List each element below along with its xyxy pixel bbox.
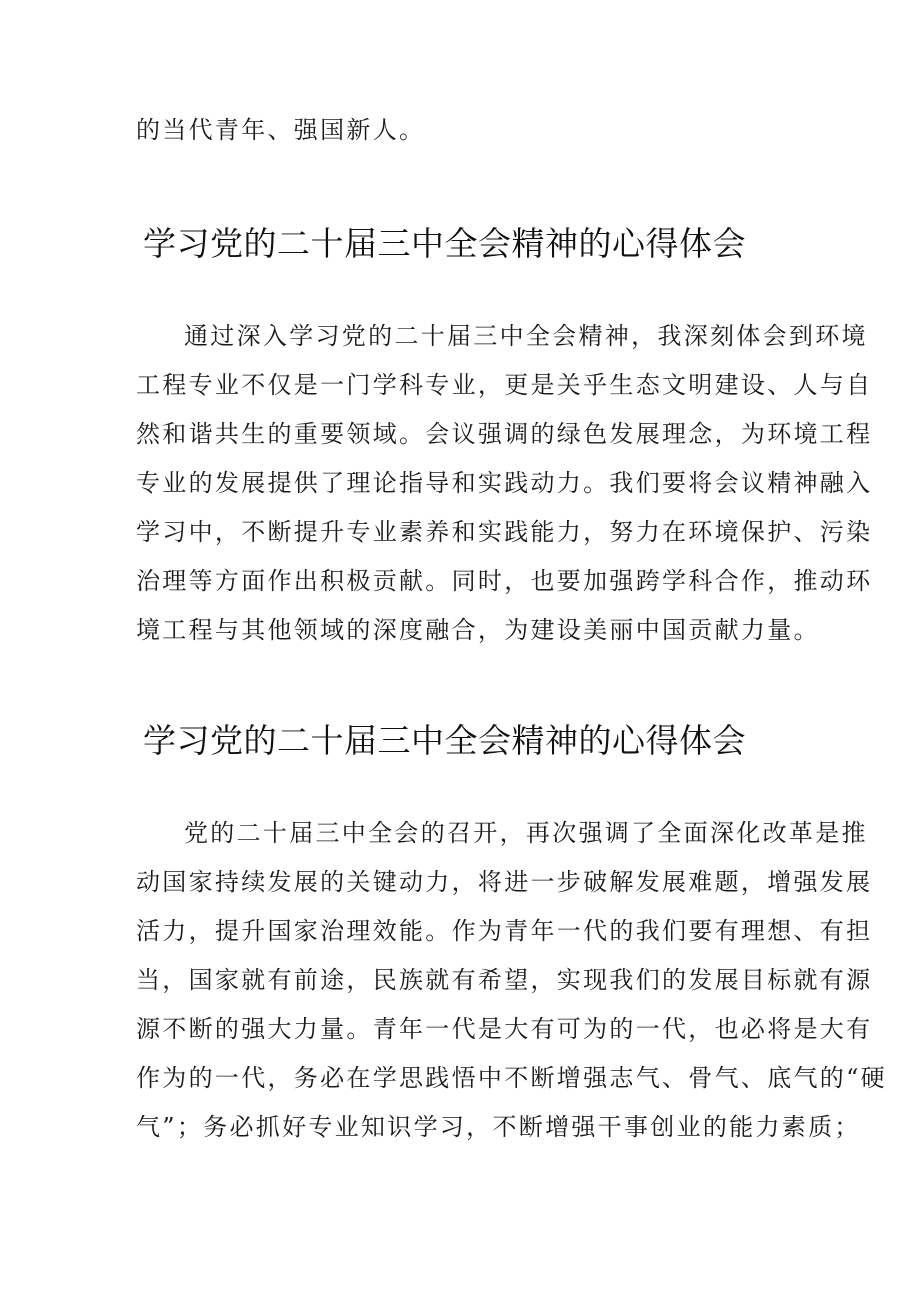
section-1-line-3: 然和谐共生的重要领域。会议强调的绿色发展理念，为环境工程 [136,420,873,448]
section-1-line-7: 境工程与其他领域的深度融合，为建设美丽中国贡献力量。 [136,616,820,644]
section-2-line-6: 作为的一代，务必在学思践悟中不断增强志气、骨气、底气的“硬 [136,1064,887,1092]
section-1-line-2: 工程专业不仅是一门学科专业，更是关乎生态文明建设、人与自 [136,371,873,399]
section-1-title: 学习党的二十届三中全会精神的心得体会 [143,224,746,263]
section-2-line-2: 动国家持续发展的关键动力，将进一步破解发展难题，增强发展 [136,868,873,896]
section-2-line-1: 党的二十届三中全会的召开，再次强调了全面深化改革是推 [184,819,868,847]
section-1-line-1: 通过深入学习党的二十届三中全会精神，我深刻体会到环境 [184,322,868,350]
section-2-line-5: 源不断的强大力量。青年一代是大有可为的一代，也必将是大有 [136,1015,873,1043]
section-2-title: 学习党的二十届三中全会精神的心得体会 [143,721,746,760]
intro-line: 的当代青年、强国新人。 [136,116,426,144]
section-1-line-5: 学习中，不断提升专业素养和实践能力，努力在环境保护、污染 [136,518,873,546]
section-1-line-6: 治理等方面作出积极贡献。同时，也要加强跨学科合作，推动环 [136,567,873,595]
section-2-line-4: 当，国家就有前途，民族就有希望，实现我们的发展目标就有源 [136,966,873,994]
section-2-line-3: 活力，提升国家治理效能。作为青年一代的我们要有理想、有担 [136,917,873,945]
section-1-line-4: 专业的发展提供了理论指导和实践动力。我们要将会议精神融入 [136,469,873,497]
section-2-line-7: 气”；务必抓好专业知识学习，不断增强干事创业的能力素质； [136,1113,861,1141]
